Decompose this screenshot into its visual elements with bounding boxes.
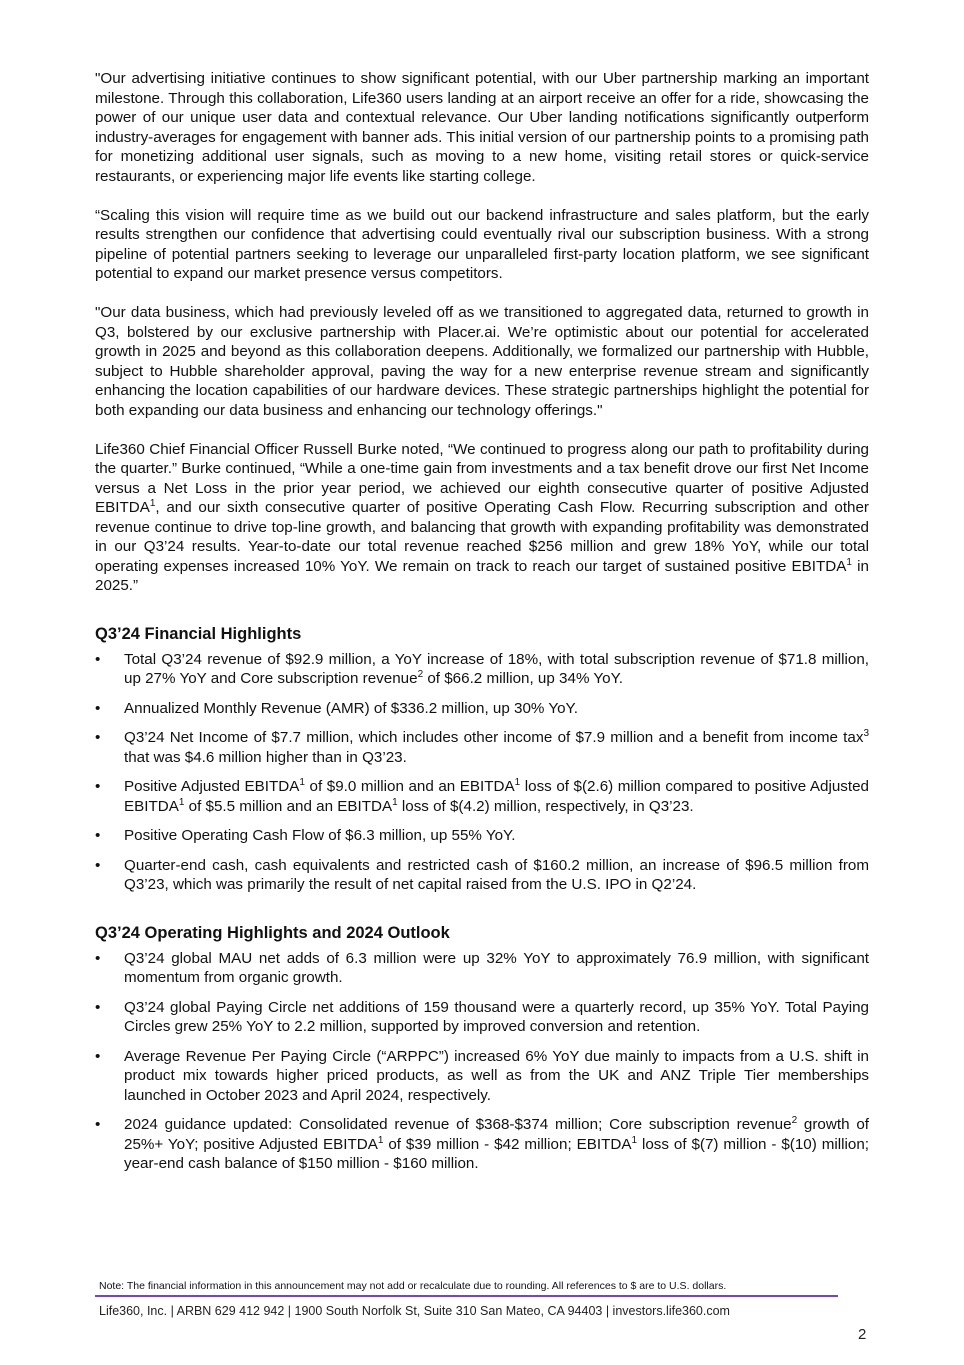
- text-segment: Q3’24 Net Income of $7.7 million, which includes other income of $7.9 million and a benefit from income tax: [124, 729, 864, 746]
- text-segment: Life360 Chief Financial Officer Russell Burke noted, “We continued to progress along our path to profitability during the quarter.” Burke continued, “While a one-time gain from investments and a tax benefit drove our first Net Income versus a Net Loss in the prior year period, we achieved our eighth consecutive quarter of positive Adjusted EBITDA: [95, 440, 869, 516]
- list-item: [95, 1047, 869, 1106]
- text-segment: growth of 25%+ YoY; positive Adjusted EBITDA: [124, 1116, 869, 1153]
- bullet-marker: •: [95, 650, 101, 668]
- footnote-ref: 2: [417, 669, 424, 680]
- list-item: [95, 949, 869, 988]
- text-segment: 2024 guidance updated: Consolidated revenue of $368-$374 million; Core subscription revenue: [124, 1116, 792, 1133]
- footer-note: Note: The financial information in this announcement may not add or recalculate due to rounding. All references to $ are to U.S. dollars.: [99, 1280, 727, 1292]
- financial-highlights-list: [95, 650, 869, 895]
- paragraph-scaling: “Scaling this vision will require time as we build out our backend infrastructure and sales platform, but the early results strengthen our confidence that advertising could eventually rival our subscription business. With a strong pipeline of potential partners seeking to leverage our unparalleled first-party location platform, we see significant potential to expand our market presence versus competitors.: [95, 206, 869, 282]
- text-segment: Annualized Monthly Revenue (AMR) of $336.2 million, up 30% YoY.: [124, 699, 578, 717]
- bullet-marker: •: [95, 1116, 101, 1133]
- list-item: [95, 777, 869, 816]
- text-segment: , and our sixth consecutive quarter of positive Operating Cash Flow. Recurring subscription and other revenue continue to drive top-line growth, and balancing that growth with expanding profitability was demonstrated in our Q3’24 results. Year-to-date our total revenue reached $256 million and grew 18% YoY, while our total operating expenses increased 10% YoY. We remain on track to reach our target of sustained positive EBITDA: [95, 499, 869, 575]
- text-segment: of $5.5 million and an EBITDA: [184, 797, 393, 815]
- operating-highlights-list: [95, 949, 869, 1174]
- footnote-ref: 1: [377, 1134, 384, 1146]
- list-item: [95, 650, 869, 689]
- document-body: [95, 69, 869, 1184]
- bullet-marker: •: [95, 699, 101, 717]
- bullet-marker: •: [95, 949, 101, 967]
- bullet-marker: •: [95, 827, 101, 844]
- text-segment: Q3’24 global Paying Circle net additions of 159 thousand were a quarterly record, up 35% YoY. Total Paying Circles grew 25% YoY to 2.2 million, supported by improved conversion and retention.: [124, 998, 869, 1035]
- financial-highlights-heading: Q3’24 Financial Highlights: [95, 624, 302, 643]
- text-segment: Positive Adjusted EBITDA: [124, 778, 300, 795]
- footnote-ref: 1: [514, 777, 521, 788]
- operating-highlights-heading: Q3’24 Operating Highlights and 2024 Outlook: [95, 923, 450, 942]
- footnote-ref: 1: [392, 796, 398, 808]
- text-segment: Q3’24 global MAU net adds of 6.3 million were up 32% YoY to approximately 76.9 million, with significant momentum from organic growth.: [124, 949, 869, 986]
- paragraph-data-business: "Our data business, which had previously leveled off as we transitioned to aggregated data, returned to growth in Q3, bolstered by our exclusive partnership with Placer.ai. We’re optimistic about our potential for accelerated growth in 2025 and beyond as this collaboration deepens. Additionally, we formalized our partnership with Hubble, subject to Hubble shareholder approval, paving the way for a new enterprise revenue stream and significantly enhancing the location capabilities of our hardware devices. These strategic partnerships highlight the potential for both expanding our data business and enhancing our technology offerings.": [95, 304, 869, 419]
- footer-divider: [95, 1295, 838, 1297]
- bullet-marker: •: [95, 856, 101, 874]
- bullet-marker: •: [95, 1047, 101, 1065]
- list-item: [95, 998, 869, 1037]
- text-segment: Total Q3’24 revenue of $92.9 million, a YoY increase of 18%, with total subscription revenue of $71.8 million, up 27% YoY and Core subscription revenue: [124, 650, 869, 687]
- text-segment: loss of $(7) million - $(10) million; year-end cash balance of $150 million - $160 million.: [124, 1135, 869, 1172]
- footnote-ref: 1: [178, 796, 185, 808]
- bullet-marker: •: [95, 998, 101, 1016]
- text-segment: loss of $(2.6) million compared to positive Adjusted EBITDA: [124, 778, 869, 815]
- text-segment: in 2025.”: [95, 557, 869, 594]
- text-segment: of $39 million - $42 million; EBITDA: [383, 1135, 632, 1153]
- list-item: [95, 728, 869, 767]
- page-number: 2: [858, 1326, 867, 1343]
- bullet-marker: •: [95, 729, 101, 746]
- list-item: [95, 826, 869, 846]
- text-segment: of $66.2 million, up 34% YoY.: [423, 670, 623, 687]
- bullet-marker: •: [95, 778, 101, 795]
- text-segment: Quarter-end cash, cash equivalents and restricted cash of $160.2 million, an increase of $96.5 million from Q3’23, which was primarily the result of net capital raised from the U.S. IPO in Q2’24.: [124, 856, 869, 893]
- paragraph-advertising: "Our advertising initiative continues to show significant potential, with our Uber partnership marking an important milestone. Through this collaboration, Life360 users landing at an airport receive an offer for a ride, showcasing the power of our unique user data and contextual relevance. Our Uber landing notifications significantly outperform industry-averages for engagement with banner ads. This initial version of our partnership points to a promising path for monetizing additional user signals, such as moving to a new home, visiting retail stores or quick-service restaurants, or experiencing major life events like starting college.: [95, 70, 869, 185]
- footnote-ref: 3: [863, 728, 869, 739]
- text-segment: loss of $(4.2) million, respectively, in Q3’23.: [397, 797, 694, 815]
- text-segment: of $9.0 million and an EBITDA: [304, 778, 515, 795]
- footnote-ref: 1: [149, 498, 156, 509]
- list-item: [95, 699, 869, 719]
- footer-address: Life360, Inc. | ARBN 629 412 942 | 1900 South Norfolk St, Suite 310 San Mateo, CA 94403 | investors.life360.com: [99, 1304, 730, 1318]
- paragraph-cfo-quote: [95, 440, 869, 596]
- footnote-ref: 1: [846, 556, 852, 568]
- footnote-ref: 2: [791, 1115, 798, 1126]
- footnote-ref: 1: [299, 777, 305, 788]
- list-item: [95, 856, 869, 895]
- text-segment: that was $4.6 million higher than in Q3’23.: [124, 748, 407, 766]
- footnote-ref: 1: [631, 1134, 638, 1146]
- list-item: [95, 1115, 869, 1174]
- text-segment: Average Revenue Per Paying Circle (“ARPPC”) increased 6% YoY due mainly to impacts from a U.S. shift in product mix towards higher priced products, as well as from the UK and ANZ Triple Tier memberships launched in October 2023 and April 2024, respectively.: [124, 1047, 869, 1104]
- text-segment: Positive Operating Cash Flow of $6.3 million, up 55% YoY.: [124, 827, 516, 844]
